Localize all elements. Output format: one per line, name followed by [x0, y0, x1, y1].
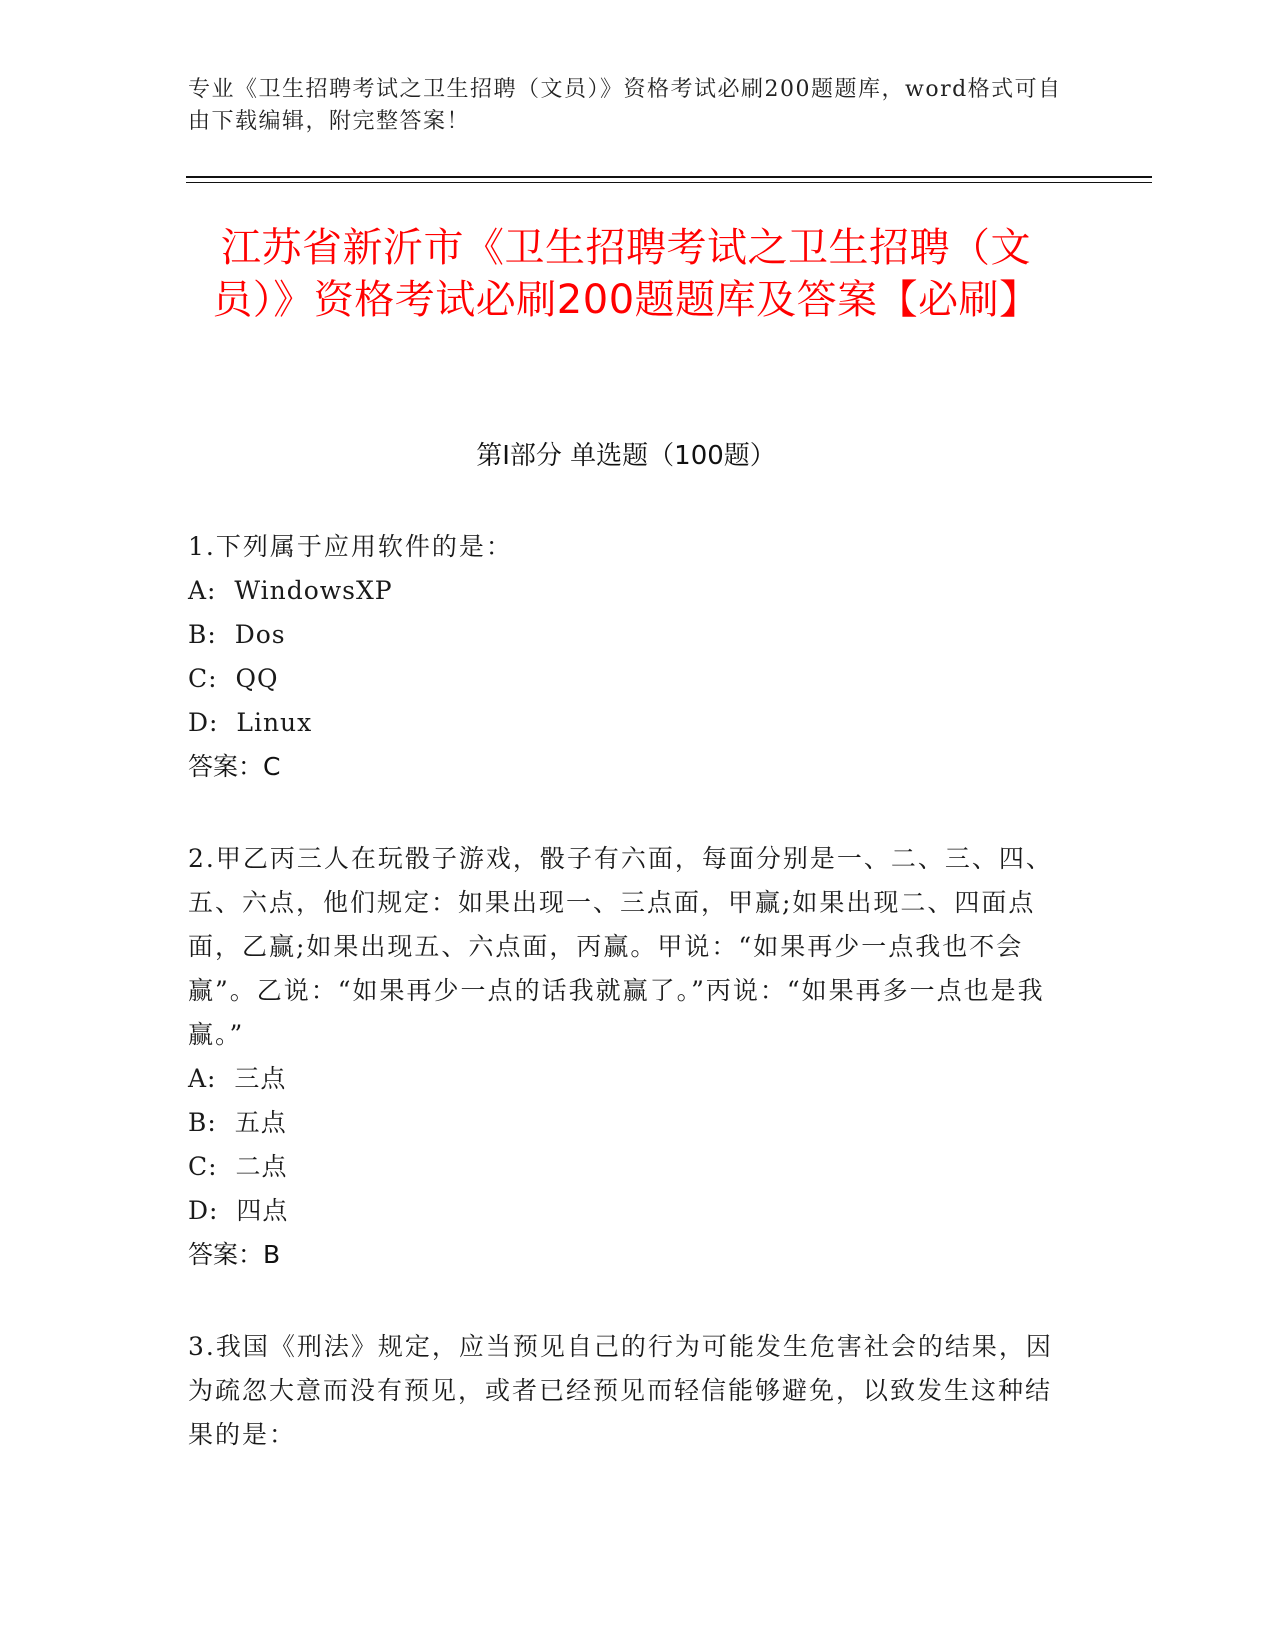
answer: 答案：C: [188, 752, 281, 781]
question-text: 3.我国《刑法》规定，应当预见自己的行为可能发生危害社会的结果，因为疏忽大意而没有预见，或者已经预见而轻信能够避免，以致发生这种结果的是：: [188, 1332, 1053, 1449]
option-c: C: QQ: [188, 664, 279, 693]
option-c: C: 二点: [188, 1152, 288, 1181]
header-rule-thick: [186, 176, 1152, 178]
question-3: [188, 1325, 1068, 1457]
question-list: [188, 525, 1068, 1505]
option-d: D: 四点: [188, 1196, 289, 1225]
question-1: [188, 525, 1068, 789]
answer: 答案：B: [188, 1240, 281, 1269]
option-a: A: 三点: [188, 1064, 287, 1093]
document-title: 江苏省新沂市《卫生招聘考试之卫生招聘（文员）》资格考试必刷200题题库及答案【必刷】: [212, 225, 1040, 323]
question-2: [188, 837, 1068, 1277]
question-text: 1.下列属于应用软件的是：: [188, 532, 513, 561]
header-note: 专业《卫生招聘考试之卫生招聘（文员）》资格考试必刷200题题库，word格式可自由下载编辑，附完整答案！: [188, 77, 1062, 134]
section-title: 第I部分 单选题（100题）: [476, 441, 776, 471]
option-b: B: Dos: [188, 620, 286, 649]
option-d: D: Linux: [188, 708, 313, 737]
option-b: B: 五点: [188, 1108, 287, 1137]
question-text: 2.甲乙丙三人在玩骰子游戏，骰子有六面，每面分别是一、二、三、四、五、六点，他们规定：如果出现一、三点面，甲赢;如果出现二、四面点面，乙赢;如果出现五、六点面，丙赢。甲说：“如果再少一点我也不会赢”。乙说：“如果再少一点的话我就赢了。”丙说：“如果再多一点也是我赢。”: [188, 844, 1053, 1049]
header-rule-thin: [186, 182, 1152, 183]
option-a: A: WindowsXP: [188, 576, 393, 605]
